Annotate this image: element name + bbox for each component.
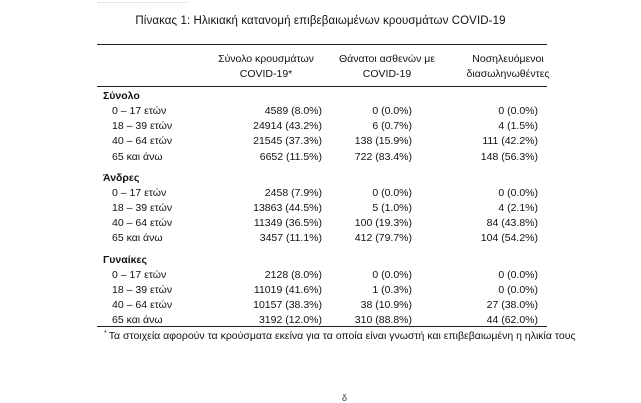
- cases-cell: 6652 (11.5%): [259, 150, 322, 163]
- cases-cell: 24914 (43.2%): [253, 120, 322, 133]
- cases-cell: 11019 (41.6%): [253, 283, 322, 296]
- cropped-text-fragment: [98, 0, 188, 3]
- cases-cell: 13863 (44.5%): [253, 201, 322, 214]
- intubated-cell: 148 (56.3%): [480, 150, 538, 163]
- group-label-women: Γυναίκες: [103, 253, 147, 266]
- age-cell: 0 – 17 ετών: [112, 105, 167, 117]
- cropped-bottom-text: δ: [342, 393, 348, 403]
- table-row: [0, 186, 641, 201]
- table-title: Πίνακας 1: Ηλικιακή κατανομή επιβεβαιωμένων κρουσμάτων COVID-19: [135, 15, 506, 27]
- deaths-cell: 138 (15.9%): [354, 135, 412, 148]
- age-cell: 0 – 17 ετών: [112, 268, 167, 281]
- table-row: [0, 216, 641, 231]
- deaths-cell: 6 (0.7%): [372, 120, 412, 133]
- intubated-cell: 4 (2.1%): [498, 201, 538, 214]
- table-row: [0, 119, 641, 134]
- header-intubated-line1: Νοσηλευόμενοι: [472, 53, 544, 65]
- age-cell: 40 – 64 ετών: [112, 298, 173, 311]
- age-cell: 18 – 39 ετών: [112, 283, 173, 296]
- intubated-cell: 104 (54.2%): [480, 232, 538, 245]
- table-row: [0, 134, 641, 149]
- header-intubated: [448, 52, 568, 82]
- cases-cell: 4589 (8.0%): [264, 105, 322, 117]
- table-top-rule: [97, 44, 547, 45]
- intubated-cell: 0 (0.0%): [498, 268, 538, 281]
- table-row: [0, 298, 641, 313]
- cases-cell: 2128 (8.0%): [264, 268, 322, 281]
- table-header-rule: [97, 86, 547, 87]
- cases-cell: 21545 (37.3%): [253, 135, 322, 148]
- intubated-cell: 84 (43.8%): [486, 217, 538, 230]
- cases-cell: 2458 (7.9%): [264, 186, 322, 199]
- header-intubated-line2: διασωληνωθέντες: [466, 68, 550, 80]
- header-deaths-line2: COVID-19: [362, 68, 412, 80]
- group-label-men: Άνδρες: [103, 171, 140, 184]
- header-deaths-line1: Θάνατοι ασθενών με: [338, 53, 436, 65]
- table-body: [0, 88, 641, 328]
- cases-cell: 10157 (38.3%): [253, 298, 322, 311]
- age-cell: 40 – 64 ετών: [112, 135, 173, 148]
- table-row: [0, 231, 641, 246]
- intubated-cell: 4 (1.5%): [498, 120, 538, 133]
- table-row: [0, 268, 641, 283]
- age-cell: 18 – 39 ετών: [112, 120, 173, 133]
- intubated-cell: 0 (0.0%): [498, 186, 538, 199]
- age-cell: 0 – 17 ετών: [112, 186, 167, 199]
- deaths-cell: 0 (0.0%): [372, 105, 412, 117]
- intubated-cell: 27 (38.0%): [486, 298, 538, 311]
- footnote: [104, 330, 576, 342]
- deaths-cell: 0 (0.0%): [372, 186, 412, 199]
- deaths-cell: 5 (1.0%): [372, 201, 412, 214]
- header-total-cases-line2: COVID-19*: [239, 68, 293, 80]
- deaths-cell: 38 (10.9%): [360, 298, 412, 311]
- age-cell: 40 – 64 ετών: [112, 217, 173, 230]
- table-row: [0, 150, 641, 165]
- cases-cell: 3457 (11.1%): [259, 232, 322, 245]
- deaths-cell: 100 (19.3%): [354, 217, 412, 230]
- table-row: [0, 283, 641, 298]
- header-total-cases-line1: Σύνολο κρουσμάτων: [218, 53, 314, 65]
- intubated-cell: 44 (62.0%): [486, 314, 538, 327]
- table-row: [0, 201, 641, 216]
- cases-cell: 11349 (36.5%): [253, 217, 322, 230]
- deaths-cell: 0 (0.0%): [372, 268, 412, 281]
- deaths-cell: 310 (88.8%): [354, 314, 412, 327]
- cases-cell: 3192 (12.0%): [258, 314, 322, 327]
- intubated-cell: 0 (0.0%): [498, 283, 538, 296]
- footnote-marker: *: [104, 330, 107, 337]
- header-total-cases: [205, 52, 327, 82]
- age-cell: 65 και άνω: [112, 232, 163, 245]
- table-row: [0, 104, 641, 119]
- deaths-cell: 1 (0.3%): [372, 283, 412, 296]
- age-cell: 65 και άνω: [112, 314, 163, 327]
- intubated-cell: 0 (0.0%): [498, 105, 538, 117]
- age-cell: 18 – 39 ετών: [112, 201, 173, 214]
- header-deaths: [328, 52, 446, 82]
- table-bottom-rule: [97, 326, 547, 327]
- group-label-total: Σύνολο: [103, 90, 140, 102]
- deaths-cell: 722 (83.4%): [354, 150, 412, 163]
- intubated-cell: 111 (42.2%): [482, 135, 538, 148]
- age-cell: 65 και άνω: [112, 150, 163, 163]
- deaths-cell: 412 (79.7%): [354, 232, 412, 245]
- footnote-text: Τα στοιχεία αφορούν τα κρούσματα εκείνα για τα οποία είναι γνωστή και επιβεβαιωμένη η ηλικία τους: [108, 330, 576, 342]
